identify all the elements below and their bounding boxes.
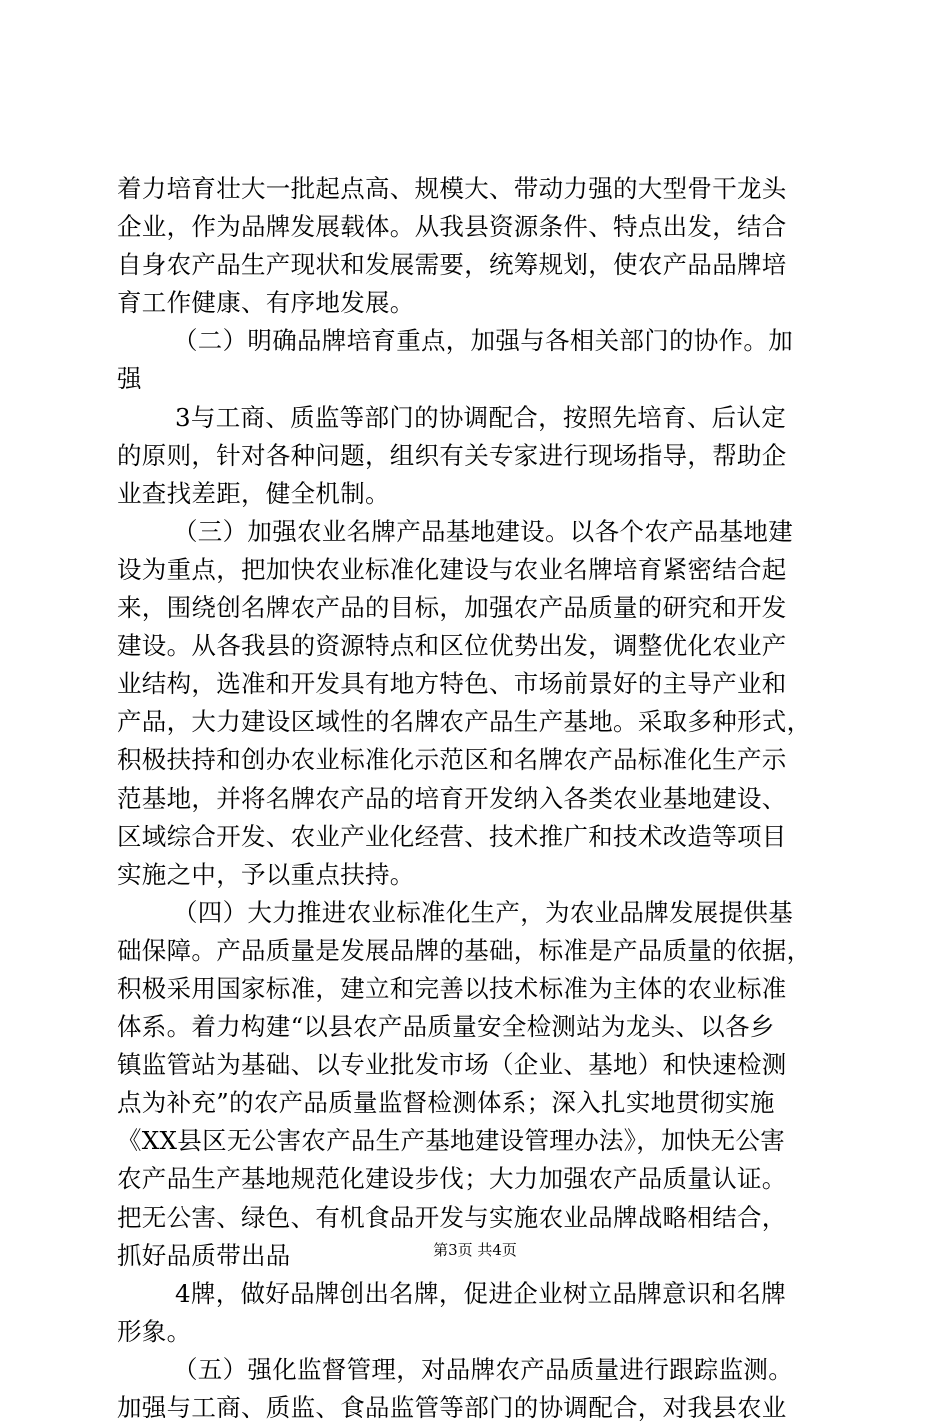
text-line: 农产品生产基地规范化建设步伐；大力加强农产品质量认证。 xyxy=(117,1164,787,1194)
section-heading-line: （二）明确品牌培育重点，加强与各相关部门的协作。加 xyxy=(173,326,793,356)
section-heading-line: （四）大力推进农业标准化生产，为农业品牌发展提供基 xyxy=(173,897,793,927)
text-line: 把无公害、绿色、有机食品开发与实施农业品牌战略相结合， xyxy=(117,1202,787,1232)
text-line: 积极采用国家标准，建立和完善以技术标准为主体的农业标准 xyxy=(117,973,787,1003)
text-line: 企业，作为品牌发展载体。从我县资源条件、特点出发，结合 xyxy=(117,212,787,242)
text-line: 抓好品质带出品 xyxy=(117,1240,291,1270)
text-line: 的原则，针对各种问题，组织有关专家进行现场指导，帮助企 xyxy=(117,440,787,470)
text-line: 育工作健康、有序地发展。 xyxy=(117,288,415,318)
text-line: 强 xyxy=(117,364,142,394)
section-heading-line: （三）加强农业名牌产品基地建设。以各个农产品基地建 xyxy=(173,516,793,546)
text-line: 建设。从各我县的资源特点和区位优势出发，调整优化农业产 xyxy=(117,631,787,661)
text-line: 来，围绕创名牌农产品的目标，加强农产品质量的研究和开发 xyxy=(117,593,787,623)
text-line: 着力培育壮大一批起点高、规模大、带动力强的大型骨干龙头 xyxy=(117,174,787,203)
text-line: 点为补充”的农产品质量监督检测体系；深入扎实地贯彻实施 xyxy=(117,1088,775,1118)
text-line: 实施之中，予以重点扶持。 xyxy=(117,859,415,889)
text-line: 形象。 xyxy=(117,1316,192,1346)
text-line: 镇监管站为基础、以专业批发市场（企业、基地）和快速检测 xyxy=(117,1050,787,1080)
text-line: 加强与工商、质监、食品监管等部门的协调配合，对我县农业 xyxy=(117,1393,787,1422)
text-line: 范基地，并将名牌农产品的培育开发纳入各类农业基地建设、 xyxy=(117,783,787,813)
text-line: 础保障。产品质量是发展品牌的基础，标准是产品质量的依据， xyxy=(117,935,812,965)
text-line: 3与工商、质监等部门的协调配合，按照先培育、后认定 xyxy=(175,402,787,432)
text-line: 《XX县区无公害农产品生产基地建设管理办法》，加快无公害 xyxy=(117,1126,786,1156)
document-body xyxy=(117,170,837,1427)
page-number-footer: 第3页 共4页 xyxy=(433,1241,517,1259)
text-line: 积极扶持和创办农业标准化示范区和名牌农产品标准化生产示 xyxy=(117,745,787,775)
section-heading-line: （五）强化监督管理，对品牌农产品质量进行跟踪监测。 xyxy=(173,1354,793,1384)
text-line: 业查找差距，健全机制。 xyxy=(117,478,390,508)
text-line: 4牌，做好品牌创出名牌，促进企业树立品牌意识和名牌 xyxy=(175,1278,787,1308)
text-line: 自身农产品生产现状和发展需要，统筹规划，使农产品品牌培 xyxy=(117,250,787,280)
text-line: 业结构，选准和开发具有地方特色、市场前景好的主导产业和 xyxy=(117,669,787,699)
text-line: 设为重点，把加快农业标准化建设与农业名牌培育紧密结合起 xyxy=(117,554,787,584)
text-line: 产品，大力建设区域性的名牌农产品生产基地。采取多种形式， xyxy=(117,707,812,737)
text-line: 区域综合开发、农业产业化经营、技术推广和技术改造等项目 xyxy=(117,821,787,851)
text-line: 体系。着力构建“以县农产品质量安全检测站为龙头、以各乡 xyxy=(117,1012,775,1042)
